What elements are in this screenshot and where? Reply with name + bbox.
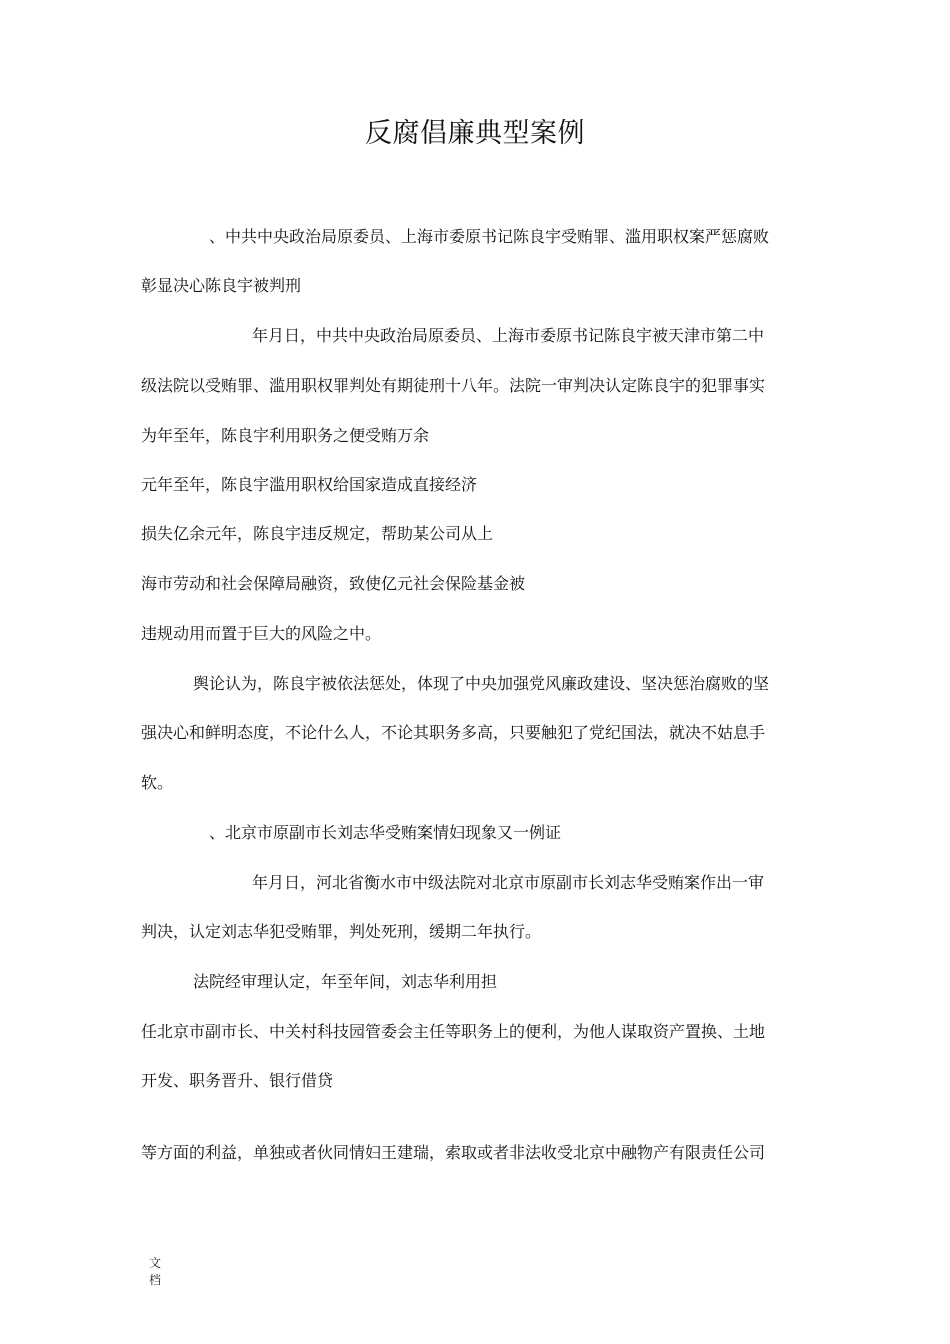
paragraph-line: 开发、职务晋升、银行借贷 <box>141 1071 334 1090</box>
footer-note: 文档 <box>149 1256 162 1287</box>
paragraph-line: 级法院以受贿罪、滥用职权罪判处有期徒刑十八年。法院一审判决认定陈良宇的犯罪事实 <box>141 376 766 395</box>
paragraph-line: 法院经审理认定，年至年间，刘志华利用担 <box>193 972 498 991</box>
paragraph-line: 年月日，中共中央政治局原委员、上海市委原书记陈良宇被天津市第二中 <box>252 326 765 345</box>
paragraph-line: 等方面的利益，单独或者伙同情妇王建瑞，索取或者非法收受北京中融物产有限责任公司 <box>141 1143 766 1162</box>
paragraph-line: 违规动用而置于巨大的风险之中。 <box>141 624 382 643</box>
paragraph-line: 强决心和鲜明态度，不论什么人，不论其职务多高，只要触犯了党纪国法，就决不姑息手 <box>141 723 766 742</box>
paragraph-line: 海市劳动和社会保障局融资，致使亿元社会保险基金被 <box>141 574 526 593</box>
paragraph-line: 舆论认为，陈良宇被依法惩处，体现了中央加强党风廉政建设、坚决惩治腐败的坚 <box>193 674 770 693</box>
section-heading-1-line-2: 彰显决心陈良宇被判刑 <box>141 276 302 295</box>
paragraph-line: 软。 <box>141 773 174 792</box>
paragraph-line: 年月日，河北省衡水市中级法院对北京市原副市长刘志华受贿案作出一审 <box>252 873 765 892</box>
paragraph-line: 判决，认定刘志华犯受贿罪，判处死刑，缓期二年执行。 <box>141 922 542 941</box>
paragraph-line: 损失亿余元年，陈良宇违反规定，帮助某公司从上 <box>141 524 494 543</box>
section-heading-2: 、北京市原副市长刘志华受贿案情妇现象又一例证 <box>209 823 562 842</box>
paragraph-line: 为年至年，陈良宇利用职务之便受贿万余 <box>141 426 430 445</box>
section-heading-1-line-1: 、中共中央政治局原委员、上海市委原书记陈良宇受贿罪、滥用职权案严惩腐败 <box>209 227 770 246</box>
paragraph-line: 元年至年，陈良宇滥用职权给国家造成直接经济 <box>141 475 478 494</box>
paragraph-line: 任北京市副市长、中关村科技园管委会主任等职务上的便利，为他人谋取资产置换、土地 <box>141 1022 766 1041</box>
page-title: 反腐倡廉典型案例 <box>365 118 585 149</box>
